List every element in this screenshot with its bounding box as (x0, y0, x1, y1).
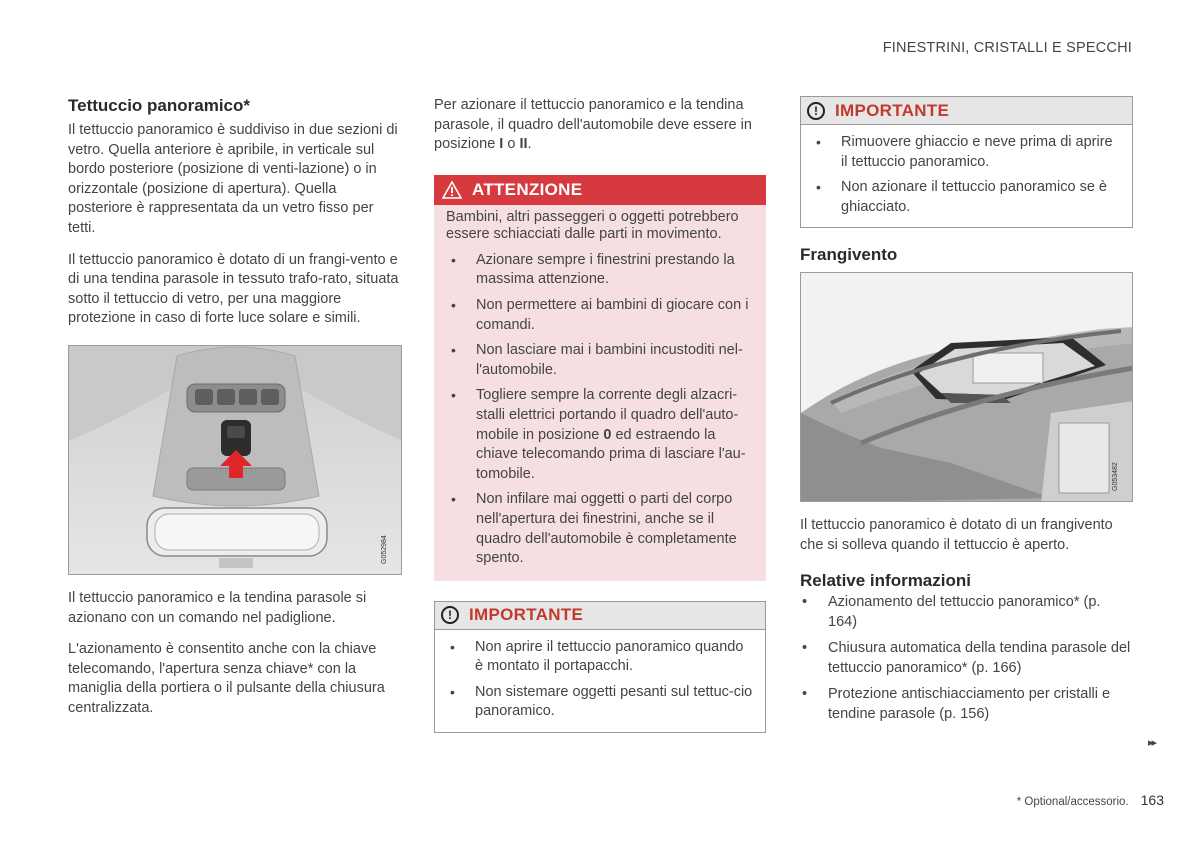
figure-code: G052984 (381, 535, 388, 564)
important-header (435, 602, 765, 630)
related-list (800, 592, 1133, 724)
important-box-right (800, 96, 1133, 228)
car-roof-drawing (801, 273, 1133, 502)
important-list (445, 638, 755, 722)
paragraph-intro: Il tettuccio panoramico è suddiviso in due sezioni di vetro. Quella anteriore è apribile, in verticale sul bordo posteriore (posizione di venti-lazione) o in orizzontale (posizione di apertura). Quella posteriore è rappresentata da un vetro fisso per tetti. (68, 122, 398, 236)
ignition-end: . (527, 136, 532, 153)
ignition-position-0: 0 (603, 426, 612, 443)
page-number: 163 (1140, 792, 1164, 808)
section-title: Tettuccio panoramico* (68, 96, 250, 115)
list-item: • Non aprire il tettuccio panoramico quando è montato il portapacchi. (445, 638, 755, 677)
warning-triangle-icon (442, 181, 462, 199)
list-item: • Non permettere ai bambini di giocare con i comandi. (446, 296, 754, 335)
roof-control-drawing (69, 346, 402, 575)
exclamation-icon: ! (441, 606, 459, 624)
list-item-text: Togliere sempre la corrente degli alzacri-stalli elettrici portando il quadro dell'auto-mobile in posizione (476, 387, 739, 443)
paragraph-ignition (434, 96, 766, 155)
important-header (801, 97, 1132, 125)
important-list (811, 133, 1122, 217)
list-item: • Non azionare il tettuccio panoramico se è ghiacciato. (811, 178, 1122, 217)
list-item: • Non infilare mai oggetti o parti del corpo nell'apertura dei finestrini, anche se il quadro dell'automobile è completamente spento. (446, 490, 754, 568)
paragraph-remote: L'azionamento è consentito anche con la chiave telecomando, l'apertura senza chiave* con la maniglia della portiera o il pulsante della chiusura centralizzata. (68, 641, 385, 716)
figure-code: G053482 (1112, 462, 1119, 492)
list-item (446, 386, 754, 484)
important-box-middle (434, 601, 766, 733)
important-title: IMPORTANTE (469, 605, 584, 625)
related-title: Relative informazioni (800, 570, 971, 590)
ignition-text: Per azionare il tettuccio panoramico e la tendina parasole, il quadro dell'automobile deve essere in posizione (434, 97, 752, 153)
warning-list (446, 251, 754, 569)
ignition-or: o (507, 136, 516, 153)
page-header: FINESTRINI, CRISTALLI E SPECCHI (882, 40, 1132, 56)
important-title: IMPORTANTE (835, 100, 950, 120)
warning-intro: Bambini, altri passeggeri o oggetti potrebbero essere schiacciati dalle parti in movimento. (446, 208, 739, 242)
list-item: • Rimuovere ghiaccio e neve prima di aprire il tettuccio panoramico. (811, 133, 1122, 172)
warning-box (434, 175, 766, 581)
page-footer (1017, 792, 1164, 808)
warning-header (434, 175, 766, 205)
footnote: * Optional/accessorio. (1016, 796, 1129, 808)
ignition-position-2: II (519, 136, 528, 153)
ignition-position-1: I (499, 136, 504, 153)
related-link[interactable]: • Chiusura automatica della tendina parasole del tettuccio panoramico* (p. 166) (800, 638, 1133, 678)
paragraph-windbreak: Il tettuccio panoramico è dotato di un frangi-vento e di una tendina parasole in tessuto trafo-rato, situata sotto il tettuccio di vetro, per una maggiore protezione in caso di forte luce solare e simili. (68, 251, 399, 327)
related-link[interactable]: • Azionamento del tettuccio panoramico* (p. 164) (800, 592, 1133, 632)
warning-title: ATTENZIONE (472, 179, 583, 199)
windbreak-illustration (800, 272, 1133, 502)
related-link[interactable]: • Protezione antischiacciamento per cristalli e tendine parasole (p. 156) (800, 684, 1133, 724)
list-item: • Azionare sempre i finestrini prestando la massima attenzione. (446, 251, 754, 290)
windbreak-caption: Il tettuccio panoramico è dotato di un frangivento che si solleva quando il tettuccio è aperto. (800, 517, 1113, 553)
column-right (800, 96, 1133, 730)
list-item: • Non lasciare mai i bambini incustoditi nel-l'automobile. (446, 341, 754, 380)
column-left (68, 96, 402, 731)
list-item: • Non sistemare oggetti pesanti sul tettuc-cio panoramico. (445, 683, 755, 722)
roof-control-illustration (68, 345, 402, 575)
exclamation-icon: ! (807, 102, 825, 120)
next-page-icon[interactable]: ▸▸ (1148, 737, 1156, 749)
paragraph-control: Il tettuccio panoramico e la tendina parasole si azionano con un comando nel padiglione. (68, 589, 367, 626)
windbreak-title: Frangivento (800, 245, 898, 265)
column-middle (434, 96, 766, 733)
list-item-text: ed estraendo la chiave telecomando prima di lasciare l'au-tomobile. (476, 426, 746, 482)
